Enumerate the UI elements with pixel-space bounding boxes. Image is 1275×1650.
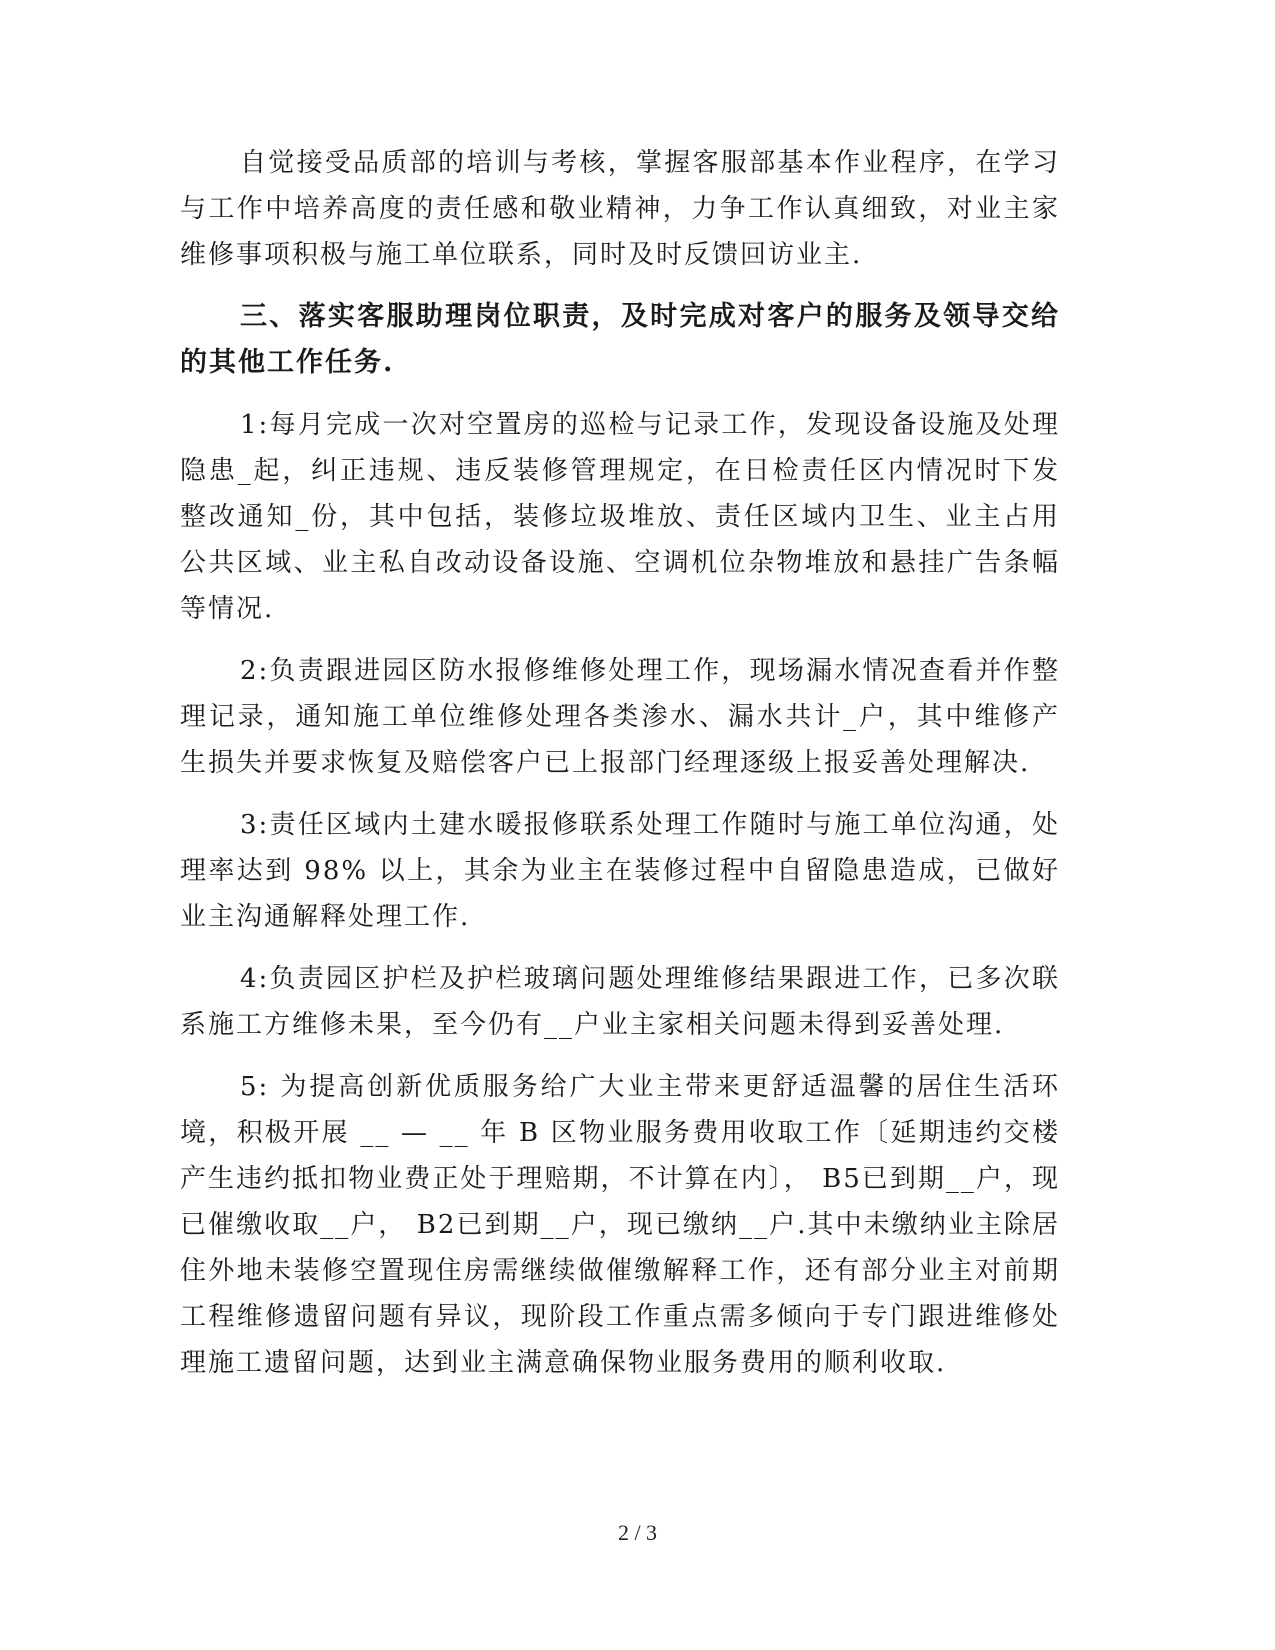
section-heading: 三、落实客服助理岗位职责，及时完成对客户的服务及领导交给的其他工作任务.	[180, 301, 1060, 378]
document-body	[180, 140, 1060, 1402]
paragraph-item-4: 4:负责园区护栏及护栏玻璃问题处理维修结果跟进工作，已多次联系施工方维修未果，至今仍有__户业主家相关问题未得到妥善处理.	[180, 964, 1060, 1040]
page-number: 2 / 3	[617, 1520, 658, 1545]
paragraph-item-5: 5: 为提高创新优质服务给广大业主带来更舒适温馨的居住生活环境，积极开展 __ — __ 年 B 区物业服务费用收取工作〔延期违约交楼产生违约抵扣物业费正处于理赔期，不计算在内〕， B5已到期__户，现已催缴收取__户， B2已到期__户，现已缴纳__户.其中未缴纳业主除居住外地未装修空置现住房需继续做催缴解释工作，还有部分业主对前期工程维修遗留问题有异议，现阶段工作重点需多倾向于专门跟进维修处理施工遗留问题，达到业主满意确保物业服务费用的顺利收取.	[180, 1072, 1060, 1378]
paragraph-item-2: 2:负责跟进园区防水报修维修处理工作，现场漏水情况查看并作整理记录，通知施工单位维修处理各类渗水、漏水共计_户，其中维修产生损失并要求恢复及赔偿客户已上报部门经理逐级上报妥善处理解决.	[180, 656, 1060, 778]
paragraph-item-1: 1:每月完成一次对空置房的巡检与记录工作，发现设备设施及处理隐患_起，纠正违规、违反装修管理规定，在日检责任区内情况时下发整改通知_份，其中包括，装修垃圾堆放、责任区域内卫生、业主占用公共区域、业主私自改动设备设施、空调机位杂物堆放和悬挂广告条幅等情况.	[180, 410, 1060, 624]
paragraph-intro: 自觉接受品质部的培训与考核，掌握客服部基本作业程序，在学习与工作中培养高度的责任感和敬业精神，力争工作认真细致，对业主家维修事项积极与施工单位联系，同时及时反馈回访业主.	[180, 148, 1060, 270]
paragraph-item-3: 3:责任区域内土建水暖报修联系处理工作随时与施工单位沟通，处理率达到 98% 以上，其余为业主在装修过程中自留隐患造成，已做好业主沟通解释处理工作.	[180, 810, 1060, 932]
